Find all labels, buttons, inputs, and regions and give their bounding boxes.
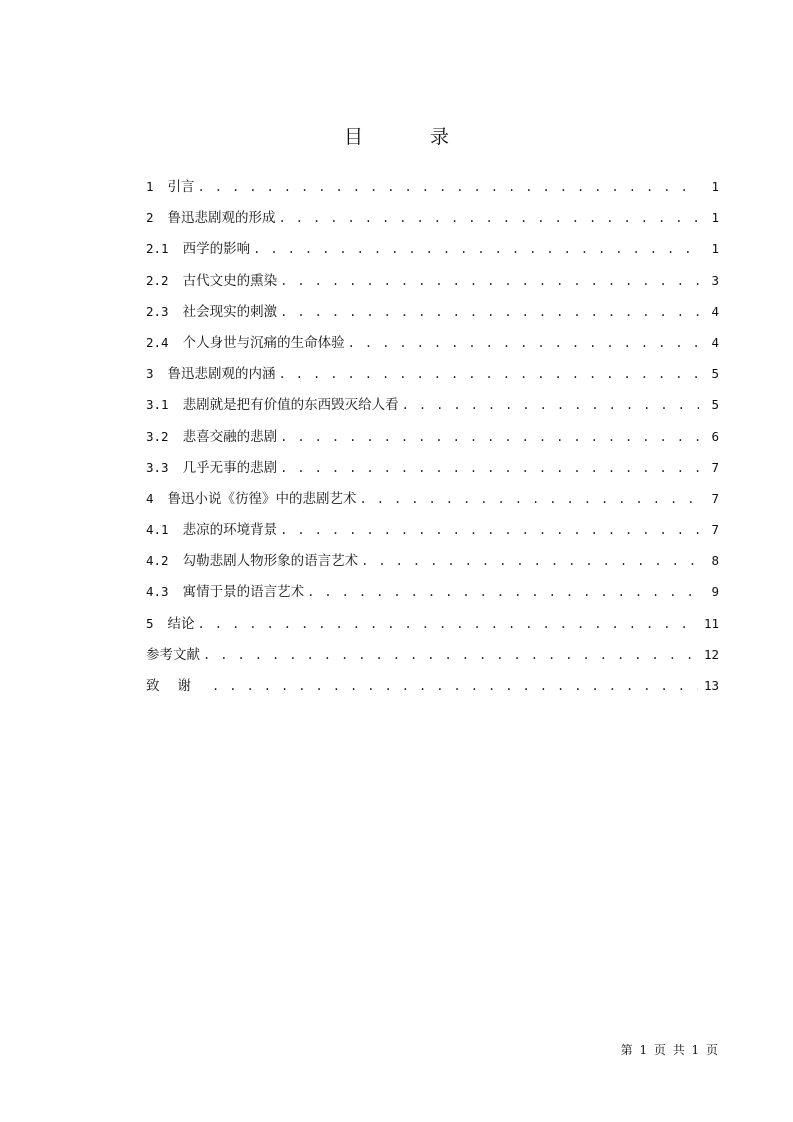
toc-entry-number: 2.4: [146, 334, 169, 350]
toc-entry-page: 5: [711, 366, 719, 382]
toc-entry-label: 鲁迅悲剧观的形成: [167, 210, 276, 227]
toc-entry-number: 4.3: [146, 584, 169, 600]
toc-entry-label: 鲁迅悲剧观的内涵: [167, 366, 276, 383]
dot-leader: [212, 674, 698, 698]
toc-entry-page: 1: [711, 179, 719, 194]
toc-entry-number: 3.2: [146, 428, 169, 444]
toc-entry-acknowledgements[interactable]: [146, 674, 719, 705]
toc-entry-page: 4: [711, 303, 719, 319]
toc-entry-label: 社会现实的刺激: [182, 303, 278, 320]
toc-entry-page: 5: [711, 397, 719, 413]
dot-leader: [253, 237, 699, 261]
toc-entry-page: 13: [703, 678, 719, 693]
toc-entry-number: 2.3: [146, 303, 169, 319]
toc-entry-page: 1: [711, 241, 719, 257]
toc-entry-2-1[interactable]: [146, 237, 719, 268]
dot-leader: [280, 269, 699, 293]
toc-entry-number: 3: [146, 366, 154, 382]
toc-entry-label: 悲喜交融的悲剧: [182, 428, 278, 445]
dot-leader: [203, 643, 698, 667]
toc-entry-page: 8: [711, 553, 719, 569]
toc-entry-label: 西学的影响: [182, 241, 251, 258]
toc-entry-page: 6: [711, 428, 719, 444]
dot-leader: [360, 487, 699, 511]
toc-entry-label: 几乎无事的悲剧: [182, 459, 278, 476]
toc-entry-5[interactable]: [146, 612, 719, 643]
dot-leader: [361, 549, 699, 573]
toc-entry-label: 参考文献: [146, 646, 200, 663]
toc-entry-number: 1: [146, 179, 154, 194]
toc-entry-label: 引言: [167, 179, 195, 195]
dot-leader: [279, 206, 699, 230]
toc-entry-label: 勾勒悲剧人物形象的语言艺术: [182, 553, 359, 570]
toc-entry-page: 4: [711, 334, 719, 350]
dot-leader: [198, 175, 699, 199]
toc-entry-page: 3: [711, 272, 719, 288]
toc-entry-label: 致谢: [146, 678, 209, 694]
dot-leader: [307, 580, 699, 604]
toc-entry-number: 4: [146, 490, 154, 506]
dot-leader: [279, 362, 699, 386]
dot-leader: [280, 456, 699, 480]
dot-leader: [402, 393, 699, 417]
toc-entry-page: 11: [703, 615, 719, 631]
toc-entry-number: 4.1: [146, 522, 169, 538]
toc-entry-2[interactable]: [146, 206, 719, 237]
toc-entry-3-3[interactable]: [146, 456, 719, 487]
page-footer: 第 1 页 共 1 页: [620, 1043, 718, 1057]
toc-entry-label: 结论: [167, 615, 195, 632]
toc-entry-number: 2.1: [146, 241, 169, 257]
dot-leader: [198, 612, 698, 636]
dot-leader: [348, 331, 699, 355]
toc-entry-2-4[interactable]: [146, 331, 719, 362]
dot-leader: [280, 425, 699, 449]
toc-entry-label: 悲剧就是把有价值的东西毁灭给人看: [182, 397, 399, 414]
toc-entry-page: 7: [711, 490, 719, 506]
toc-entry-page: 1: [711, 210, 719, 226]
toc-entry-3-1[interactable]: [146, 393, 719, 424]
toc-entry-4-2[interactable]: [146, 549, 719, 580]
toc-entry-2-2[interactable]: [146, 269, 719, 300]
toc-entry-label: 鲁迅小说《彷徨》中的悲剧艺术: [167, 490, 357, 507]
toc-entry-4-1[interactable]: [146, 518, 719, 549]
toc-entry-label: 古代文史的熏染: [182, 272, 278, 289]
toc-entry-label: 个人身世与沉痛的生命体验: [182, 334, 345, 351]
toc-entry-number: 2.2: [146, 272, 169, 288]
toc-entry-4[interactable]: [146, 487, 719, 518]
toc-entry-3[interactable]: [146, 362, 719, 393]
toc-entry-page: 7: [711, 522, 719, 538]
toc-entry-number: 5: [146, 615, 154, 631]
table-of-contents: [146, 175, 719, 705]
dot-leader: [280, 518, 699, 542]
toc-entry-2-3[interactable]: [146, 300, 719, 331]
toc-entry-3-2[interactable]: [146, 425, 719, 456]
toc-entry-page: 9: [711, 584, 719, 600]
page-title: 目 录: [343, 126, 473, 148]
toc-entry-number: 3.1: [146, 397, 169, 413]
toc-entry-number: 3.3: [146, 459, 169, 475]
toc-entry-page: 12: [703, 646, 719, 662]
toc-entry-label: 寓情于景的语言艺术: [182, 584, 305, 601]
toc-entry-references[interactable]: [146, 643, 719, 674]
toc-entry-1[interactable]: [146, 175, 719, 206]
toc-entry-page: 7: [711, 459, 719, 475]
toc-entry-number: 4.2: [146, 553, 169, 569]
toc-entry-4-3[interactable]: [146, 580, 719, 611]
toc-entry-number: 2: [146, 210, 154, 226]
toc-entry-label: 悲凉的环境背景: [182, 522, 278, 539]
dot-leader: [280, 300, 699, 324]
